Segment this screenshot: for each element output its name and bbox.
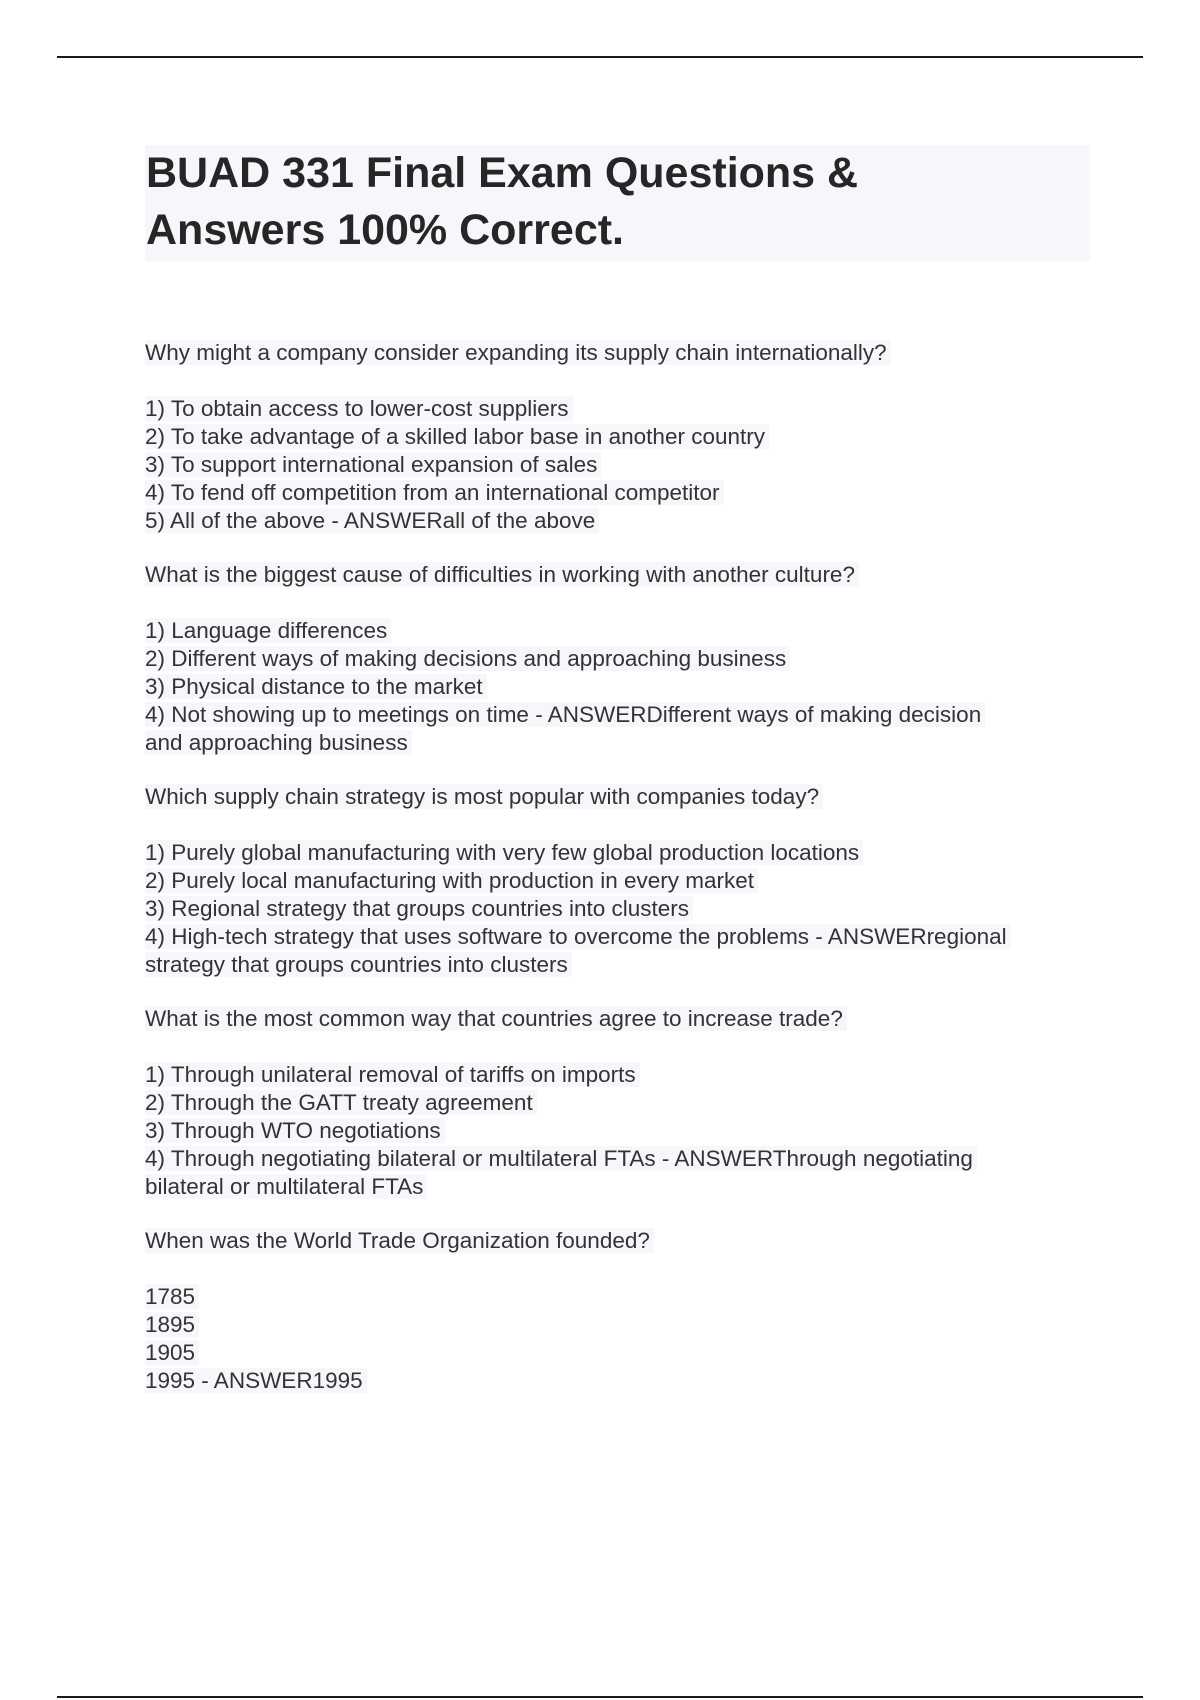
question-text: Which supply chain strategy is most popular with companies today?: [145, 784, 823, 809]
answer-option: 4) To fend off competition from an international competitor: [145, 480, 724, 505]
answer-option: 4) High-tech strategy that uses software to overcome the problems - ANSWERregional: [145, 924, 1011, 949]
question-text: When was the World Trade Organization founded?: [145, 1228, 654, 1253]
answer-option: 4) Through negotiating bilateral or multilateral FTAs - ANSWERThrough negotiating: [145, 1146, 977, 1171]
answer-option: 1) Through unilateral removal of tariffs on imports: [145, 1062, 640, 1087]
top-divider: [57, 56, 1143, 58]
answer-option: 2) To take advantage of a skilled labor base in another country: [145, 424, 769, 449]
question-text: Why might a company consider expanding its supply chain internationally?: [145, 340, 891, 365]
title-line-2: Answers 100% Correct.: [146, 206, 624, 254]
answer-option: 3) Physical distance to the market: [145, 674, 487, 699]
answer-option: 3) Through WTO negotiations: [145, 1118, 445, 1143]
answer-option: 5) All of the above - ANSWERall of the above: [145, 508, 599, 533]
question-block: [145, 339, 1105, 535]
answer-option: 2) Different ways of making decisions and approaching business: [145, 646, 790, 671]
title-block: [145, 145, 1090, 261]
question-block: [145, 1005, 1105, 1201]
answer-option-continued: strategy that groups countries into clusters: [145, 952, 572, 977]
answer-option: 1) Purely global manufacturing with very few global production locations: [145, 840, 863, 865]
answer-option: 3) Regional strategy that groups countries into clusters: [145, 896, 693, 921]
title-line-1: BUAD 331 Final Exam Questions &: [146, 149, 859, 197]
question-block: [145, 783, 1105, 979]
answer-option: 2) Purely local manufacturing with production in every market: [145, 868, 758, 893]
answer-option: 1785: [145, 1284, 199, 1309]
page-title: [145, 145, 1090, 259]
answer-option-continued: and approaching business: [145, 730, 412, 755]
answer-option: 2) Through the GATT treaty agreement: [145, 1090, 537, 1115]
answer-option: 3) To support international expansion of sales: [145, 452, 601, 477]
answer-option: 1895: [145, 1312, 199, 1337]
answer-option: 4) Not showing up to meetings on time - ANSWERDifferent ways of making decision: [145, 702, 985, 727]
question-text: What is the most common way that countries agree to increase trade?: [145, 1006, 847, 1031]
answer-option: 1) To obtain access to lower-cost suppliers: [145, 396, 573, 421]
bottom-divider: [57, 1696, 1143, 1698]
document-body: [145, 339, 1105, 1421]
answer-option: 1905: [145, 1340, 199, 1365]
question-block: [145, 1227, 1105, 1395]
question-block: [145, 561, 1105, 757]
question-text: What is the biggest cause of difficulties in working with another culture?: [145, 562, 859, 587]
answer-option: 1) Language differences: [145, 618, 391, 643]
answer-option-continued: bilateral or multilateral FTAs: [145, 1174, 427, 1199]
answer-option: 1995 - ANSWER1995: [145, 1368, 367, 1393]
